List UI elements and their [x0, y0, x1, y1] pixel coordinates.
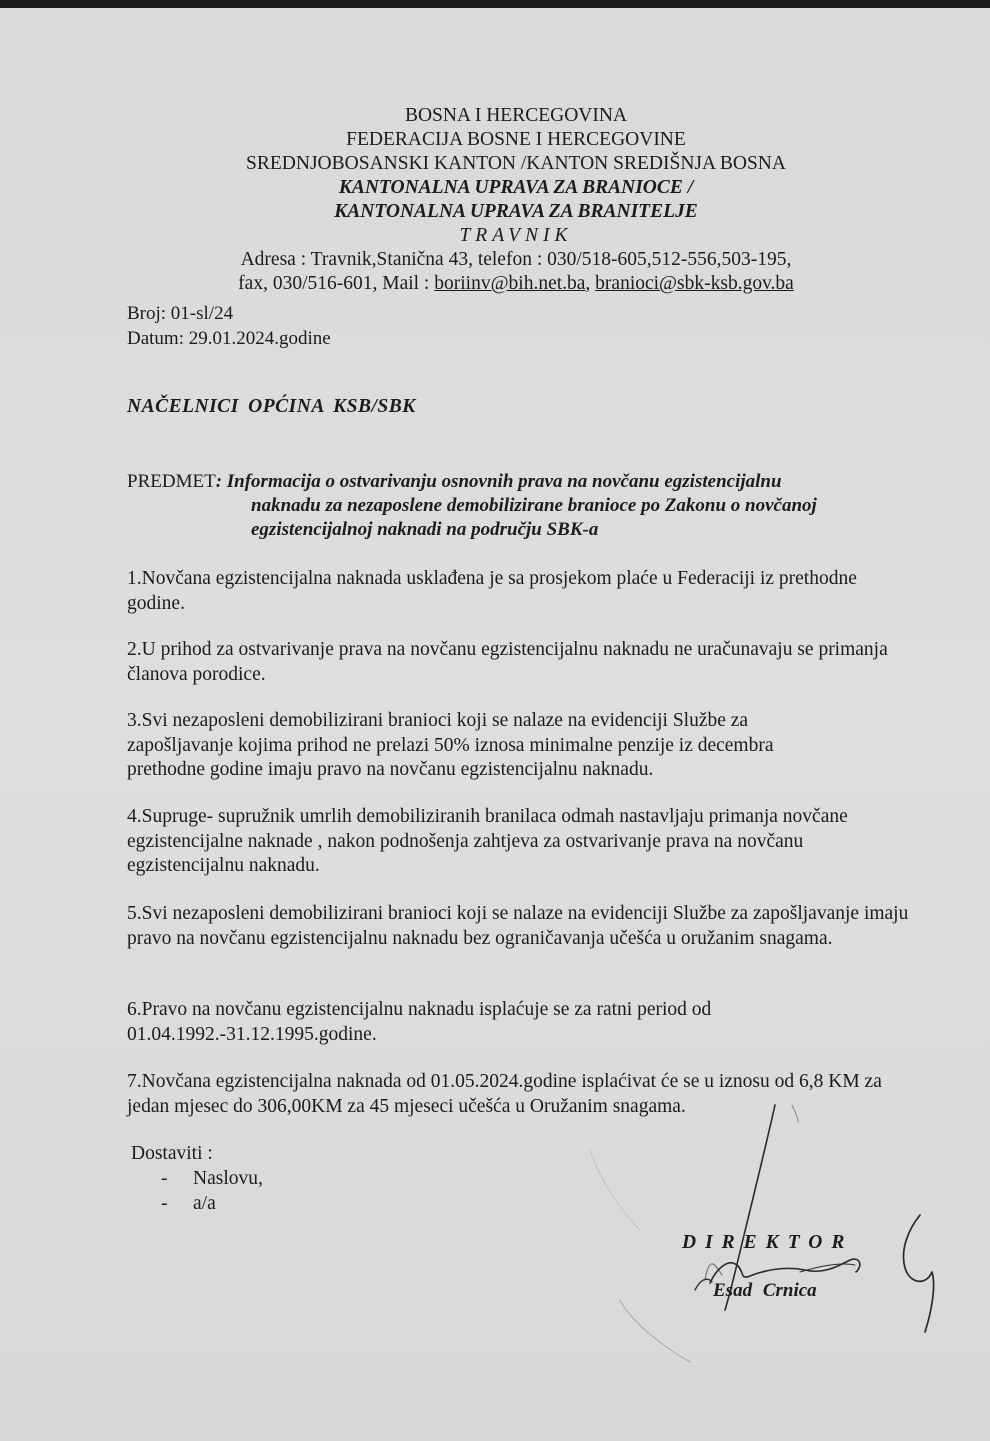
paragraph-7: 7.Novčana egzistencijalna naknada od 01.05.2024.godine isplaćivat će se u iznosu od 6,8 KM za jedan mjesec do 306,00KM za 45 mjeseci učešća u Oružanim snagama.	[127, 1071, 882, 1117]
top-edge-bar	[0, 0, 990, 8]
letterhead-contact	[0, 272, 990, 296]
paragraph-2: 2.U prihod za ostvarivanje prava na novčanu egzistencijalnu naknadu ne uračunavaju se primanja članova porodice.	[127, 639, 888, 685]
paragraph-3: 3.Svi nezaposleni demobilizirani branioci koji se nalaze na evidenciji Službe za zapošljavanje kojima prihod ne prelazi 50% iznosa minimalne penzije iz decembra prethodne godine imaju pravo na novčanu egzistencijalnu naknadu.	[127, 710, 774, 780]
letterhead-federation: FEDERACIJA BOSNE I HERCEGOVINE	[346, 129, 686, 150]
letterhead-canton: SREDNJOBOSANSKI KANTON /KANTON SREDIŠNJA BOSNA	[246, 153, 786, 174]
reference-block	[127, 301, 331, 351]
signatory-title: DIREKTOR	[682, 1232, 854, 1253]
subject-line-2: naknadu za nezaposlene demobilizirane branioce po Zakonu o novčanoj	[251, 495, 817, 516]
subject-colon: :	[215, 471, 223, 492]
letterhead-office-2: KANTONALNA UPRAVA ZA BRANITELJE	[334, 201, 698, 222]
signatory-name: Esad Crnica	[713, 1280, 817, 1301]
list-dash: -	[161, 1193, 168, 1214]
addressee: NAČELNICI OPĆINA KSB/SBK	[127, 396, 416, 417]
letterhead-city: TRAVNIK	[459, 225, 573, 246]
distribution-label: Dostaviti :	[131, 1143, 213, 1164]
subject-line-3: egzistencijalnoj naknadi na području SBK-a	[251, 519, 599, 540]
reference-number: Broj: 01-sl/24	[127, 303, 234, 324]
email-link-2[interactable]: branioci@sbk-ksb.gov.ba	[595, 273, 794, 294]
email-separator: ,	[585, 273, 596, 294]
distribution-item	[131, 1166, 263, 1191]
paragraph-6: 6.Pravo na novčanu egzistencijalnu naknadu isplaćuje se za ratni period od 01.04.1992.-31.12.1995.godine.	[127, 999, 712, 1045]
distribution-item-label: a/a	[193, 1193, 216, 1214]
distribution-item	[131, 1191, 263, 1216]
paragraph-4: 4.Supruge- supružnik umrlih demobiliziranih branilaca odmah nastavljaju primanja novčane egzistencijalne naknade , nakon podnošenja zahtjeva za ostvarivanje prava na novčanu egzistencijalnu naknadu.	[127, 806, 848, 876]
fax-label: fax, 030/516-601, Mail :	[238, 273, 435, 294]
subject-line-1: Informacija o ostvarivanju osnovnih prava na novčanu egzistencijalnu	[222, 471, 782, 492]
letterhead-country: BOSNA I HERCEGOVINA	[404, 105, 628, 126]
paragraph-5: 5.Svi nezaposleni demobilizirani branioci koji se nalaze na evidenciji Službe za zapošljavanje imaju pravo na novčanu egzistencijalnu naknadu bez ograničavanja učešća u oružanim snagama.	[127, 903, 909, 949]
email-link-1[interactable]: boriinv@bih.net.ba	[434, 273, 586, 294]
subject-block	[127, 470, 907, 542]
subject-label: PREDMET	[127, 471, 216, 492]
paragraph-1: 1.Novčana egzistencijalna naknada usklađena je sa prosjekom plaće u Federaciji iz prethodne godine.	[127, 568, 857, 614]
letterhead	[0, 104, 990, 296]
list-dash: -	[161, 1168, 168, 1189]
distribution-item-label: Naslovu,	[193, 1168, 263, 1189]
letterhead-address: Adresa : Travnik,Stanična 43, telefon : 030/518-605,512-556,503-195,	[240, 249, 792, 270]
distribution-list	[131, 1141, 263, 1216]
letterhead-office-1: KANTONALNA UPRAVA ZA BRANIOCE /	[338, 177, 694, 198]
reference-date: Datum: 29.01.2024.godine	[127, 328, 331, 349]
